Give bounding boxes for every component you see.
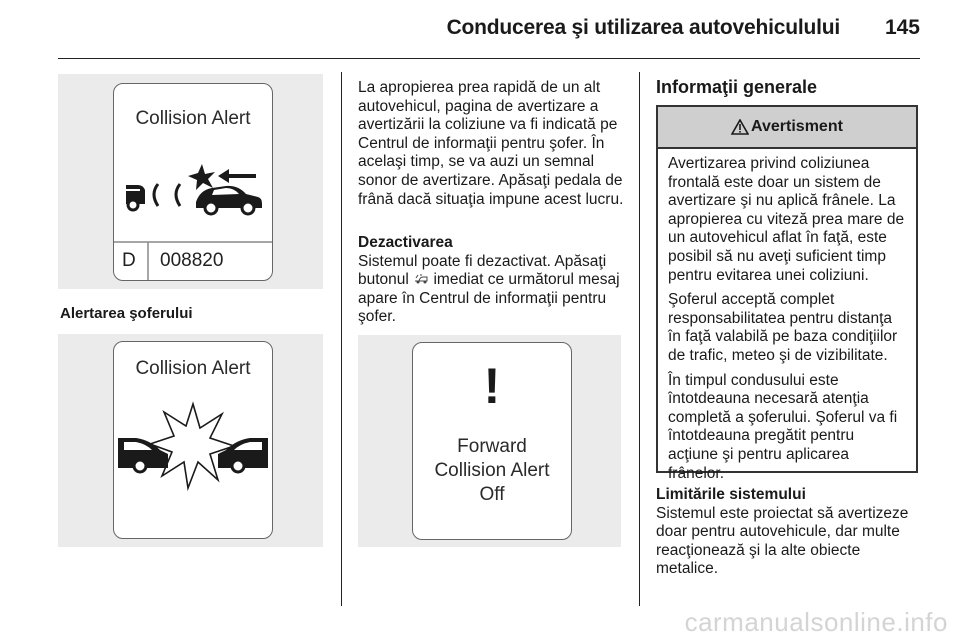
warning-body: [658, 149, 916, 483]
warning-paragraph-1: Avertizarea privind coliziunea frontală este doar un sistem de avertizare şi nu aplică frânele. La apropierea cu viteză prea mare de un autovehicul aflat în faţă, este posibil să nu aveţi suficient timp pentru evitarea unei coliziuni.: [668, 155, 905, 284]
deactivate-text-part1: Sistemul poate fi dezactivat. Apăsaţi butonul: [358, 252, 607, 289]
display-title: Collision Alert: [135, 358, 251, 379]
deactivate-heading: Dezactivarea: [358, 234, 453, 251]
limits-heading: Limitările sistemului: [656, 486, 806, 503]
warning-paragraph-2: Şoferul acceptă complet responsabilitatea pentru distanţa în faţă valabilă pe baza condiţiilor de trafic, meteo şi de vizibilitate.: [668, 291, 898, 364]
fca-line-1: Forward: [457, 436, 527, 457]
section-heading-general-info: Informaţii generale: [656, 77, 818, 97]
display-title: Collision Alert: [135, 108, 251, 129]
deactivate-text: [358, 253, 628, 327]
collision-alert-description: La apropierea prea rapidă de un alt autovehicul, pagina de avertizare a avertizării la coliziune va fi indicată pe Centrul de informaţii pentru şofer. În acelaşi timp, se va auzi un semnal sonor de avertizare. Apăsaţi pedala de frână dacă situaţia impune acest lucru.: [358, 79, 624, 208]
figure-fca-off-display: [412, 342, 572, 540]
gear-indicator: D: [122, 250, 136, 271]
deactivate-text-part2: imediat ce următorul mesaj apare în Centrul de informaţii pentru şofer.: [358, 271, 620, 326]
caption-driver-alert: Alertarea şoferului: [60, 305, 193, 322]
header-rule: [58, 58, 920, 59]
warning-header: [658, 107, 916, 149]
figure-collision-alert-display: [113, 83, 273, 281]
fca-line-2: Collision Alert: [434, 460, 550, 481]
fca-line-3: Off: [479, 484, 505, 505]
limits-section: [656, 486, 922, 579]
column-divider-left: [341, 72, 342, 606]
deactivate-section: [358, 234, 628, 327]
column-divider-right: [639, 72, 640, 606]
figure-collision-crash-display: [113, 341, 273, 539]
watermark: carmanualsonline.info: [684, 607, 948, 637]
fca-off-message: [413, 435, 571, 507]
exclamation-icon: !: [483, 358, 501, 414]
warning-triangle-icon: [731, 119, 749, 135]
warning-paragraph-3: În timpul condusului este întotdeauna necesară atenţia completă a şoferului. Şoferul va fi întotdeauna pregătit pentru acţiune şi pentru aplicarea frânelor.: [668, 371, 898, 482]
page-number: 145: [884, 16, 920, 39]
warning-box: [656, 105, 918, 482]
warning-label: Avertisment: [751, 118, 843, 135]
collision-alert-button-icon: [413, 272, 429, 284]
collision-crash-icon: [114, 342, 272, 538]
header-title: Conducerea şi utilizarea autovehiculului: [446, 16, 840, 39]
odometer-value: 008820: [160, 250, 224, 271]
limits-text: Sistemul este proiectat să avertizeze doar pentru autovehicule, dar multe reacţionează şi la alte obiecte metalice.: [656, 504, 909, 578]
